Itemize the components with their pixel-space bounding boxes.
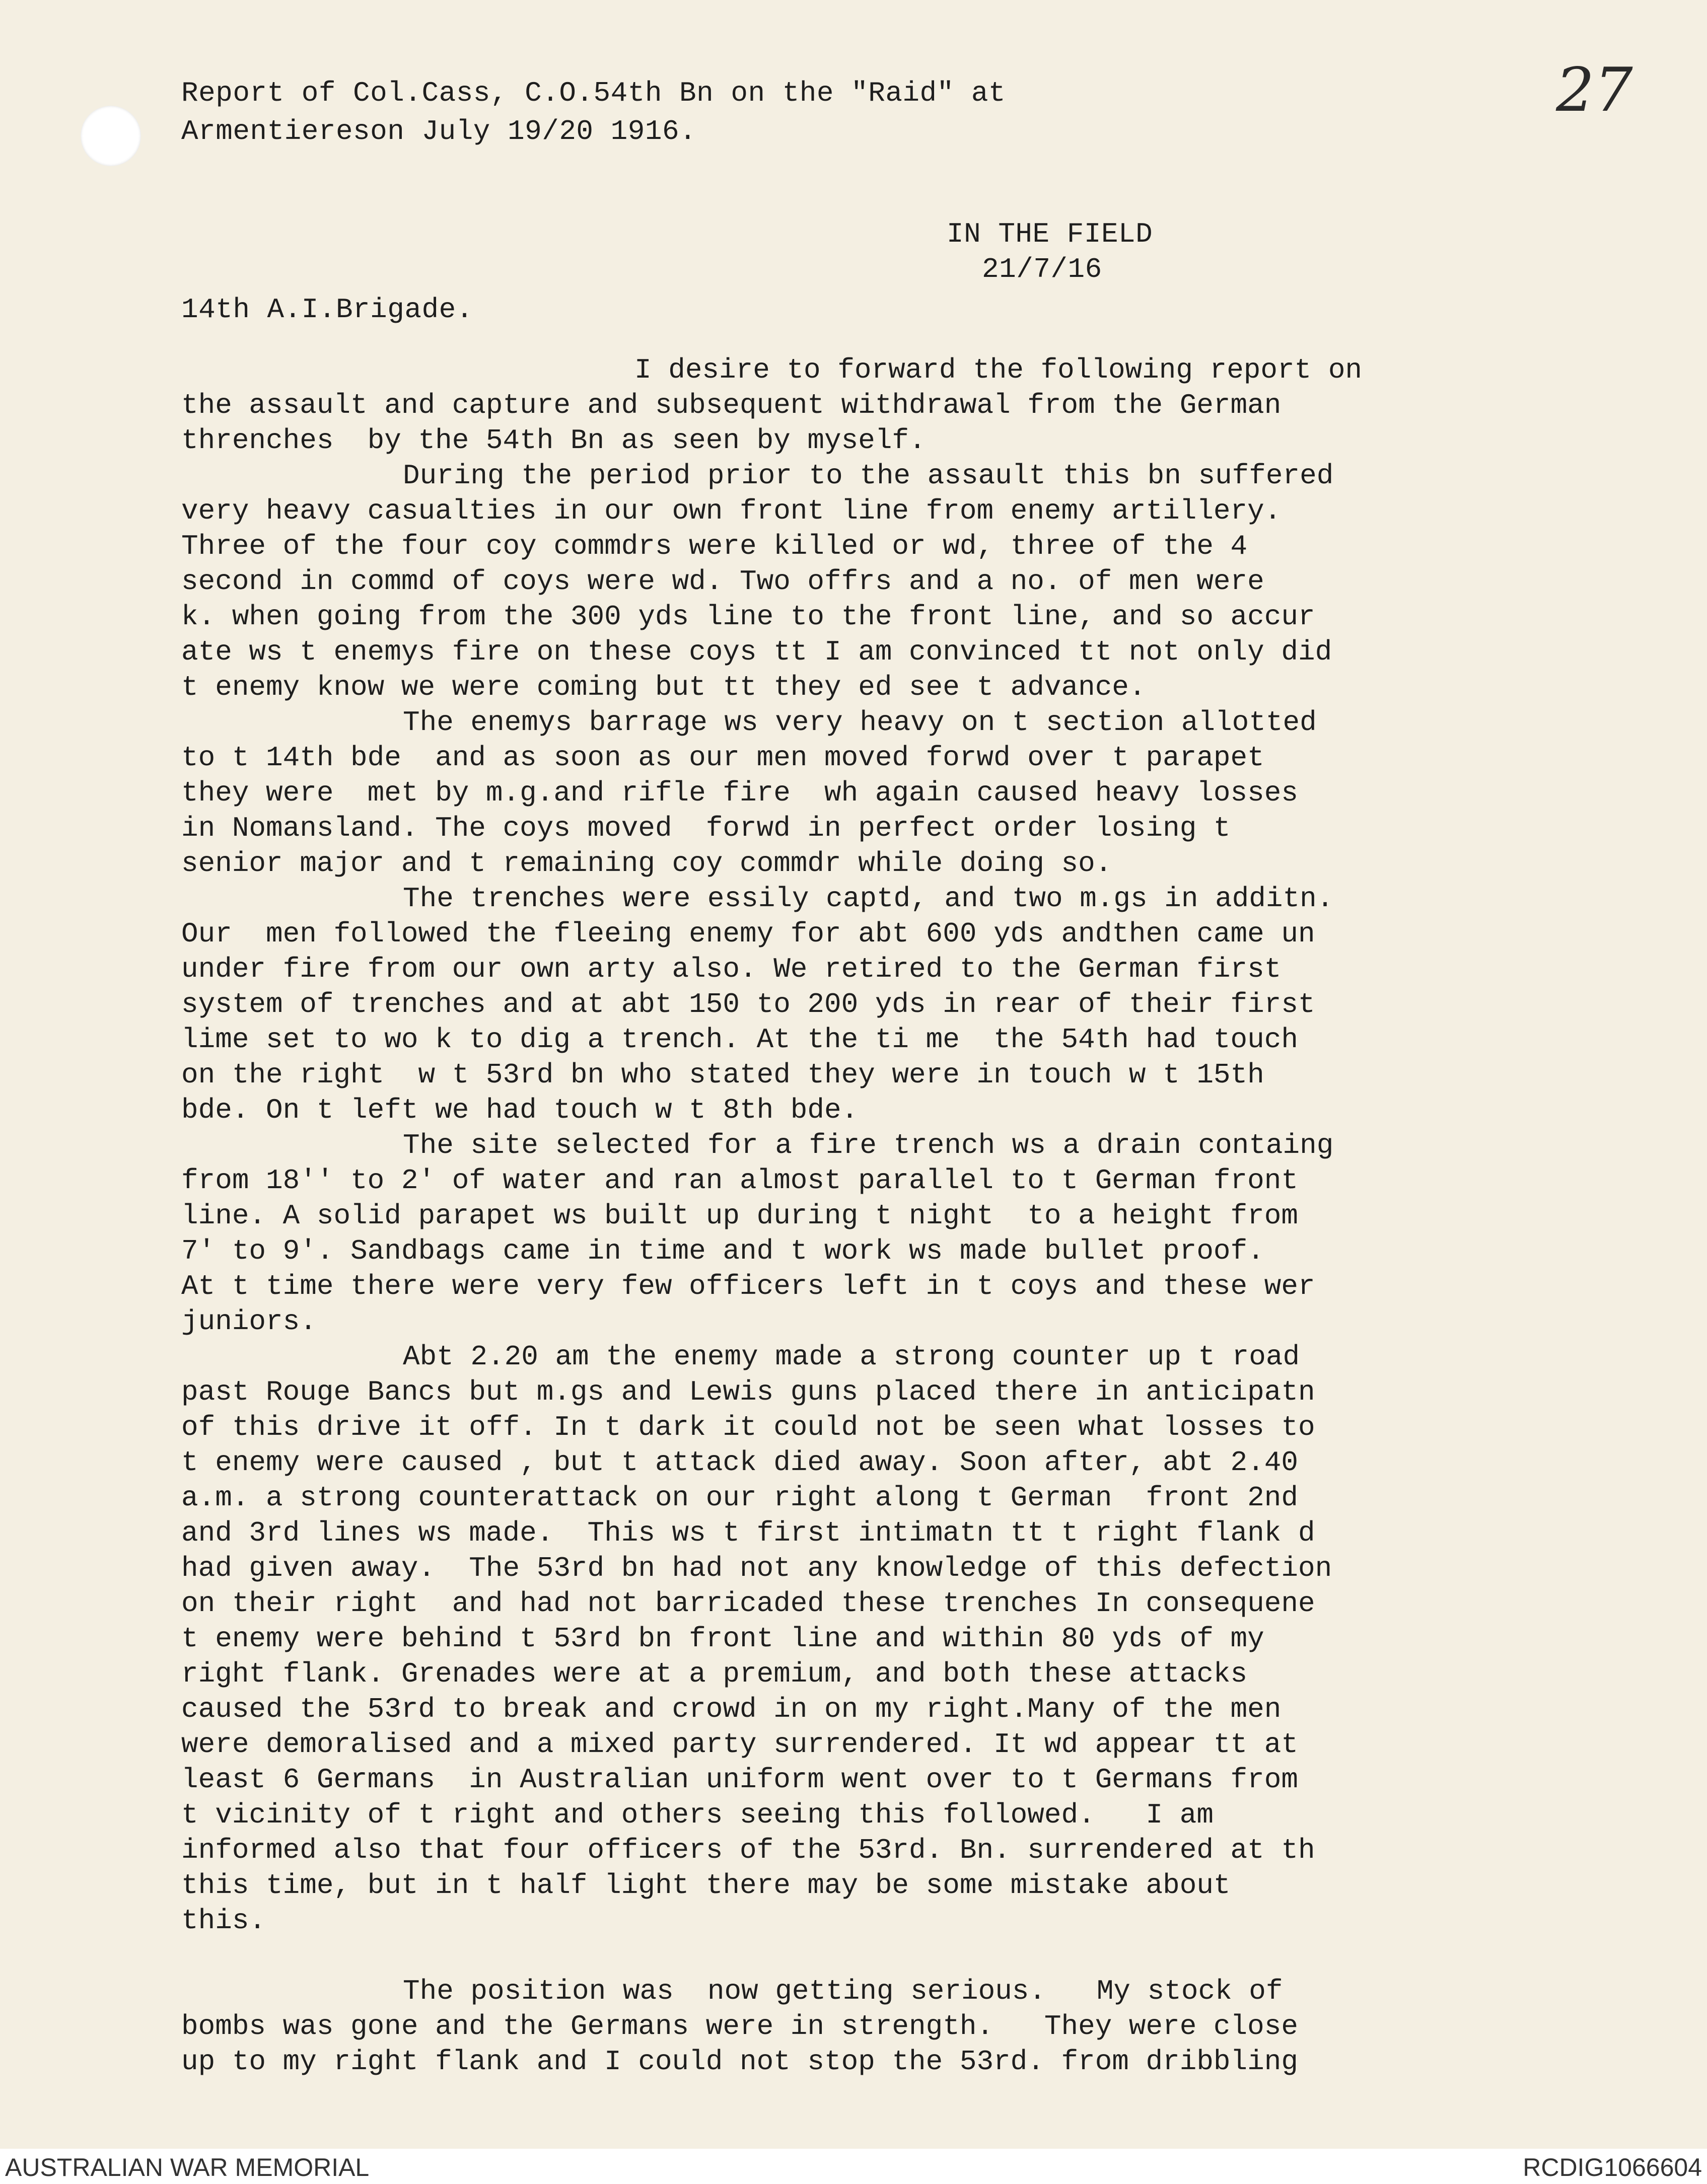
body-line: threnches by the 54th Bn as seen by myself.	[181, 424, 926, 457]
body-line: they were met by m.g.and rifle fire wh again caused heavy losses	[181, 777, 1298, 809]
body-line: juniors.	[181, 1305, 317, 1338]
body-line: Abt 2.20 am the enemy made a strong counter up t road	[403, 1341, 1300, 1373]
body-line: and 3rd lines ws made. This ws t first intimatn tt t right flank d	[181, 1517, 1315, 1549]
body-line: in Nomansland. The coys moved forwd in perfect order losing t	[181, 812, 1231, 844]
body-line: least 6 Germans in Australian uniform went over to t Germans from	[181, 1764, 1298, 1796]
body-line: to t 14th bde and as soon as our men moved forwd over t parapet	[181, 742, 1264, 774]
body-line: second in commd of coys were wd. Two offrs and a no. of men were	[181, 565, 1264, 598]
body-line: t vicinity of t right and others seeing this followed. I am	[181, 1799, 1214, 1831]
body-line: bde. On t left we had touch w t 8th bde.	[181, 1094, 859, 1126]
body-line: right flank. Grenades were at a premium, and both these attacks	[181, 1658, 1248, 1690]
body-line: very heavy casualties in our own front line from enemy artillery.	[181, 495, 1282, 527]
body-line: caused the 53rd to break and crowd in on my right.Many of the men	[181, 1693, 1282, 1725]
body-line: senior major and t remaining coy commdr while doing so.	[181, 847, 1112, 880]
body-line: Our men followed the fleeing enemy for abt 600 yds andthen came un	[181, 918, 1315, 950]
body-line: this.	[181, 1905, 266, 1937]
salutation: 14th A.I.Brigade.	[181, 294, 473, 326]
body-line: were demoralised and a mixed party surrendered. It wd appear tt at	[181, 1728, 1298, 1761]
blank-line	[181, 1938, 1362, 1974]
body-line: bombs was gone and the Germans were in strength. They were close	[181, 2010, 1298, 2043]
body-line: The position was now getting serious. My stock of	[403, 1975, 1283, 2007]
body-line: t enemy were caused , but t attack died away. Soon after, abt 2.40	[181, 1446, 1298, 1479]
body-line: a.m. a strong counterattack on our right along t German front 2nd	[181, 1482, 1298, 1514]
date-line: 21/7/16	[982, 253, 1102, 285]
body-line: I desire to forward the following report on	[634, 354, 1363, 386]
body-line: t enemy know we were coming but tt they ed see t advance.	[181, 671, 1146, 703]
body-line: line. A solid parapet ws built up during t night to a height from	[181, 1200, 1298, 1232]
report-title-line-2: Armentiereson July 19/20 1916.	[181, 115, 697, 148]
report-body	[181, 352, 1362, 2079]
body-line: lime set to wo k to dig a trench. At the ti me the 54th had touch	[181, 1024, 1298, 1056]
body-line: informed also that four officers of the 53rd. Bn. surrendered at th	[181, 1834, 1315, 1866]
body-line: The enemys barrage ws very heavy on t section allotted	[403, 706, 1317, 739]
body-line: under fire from our own arty also. We retired to the German first	[181, 953, 1282, 985]
body-line: of this drive it off. In t dark it could not be seen what losses to	[181, 1411, 1315, 1443]
punch-hole	[81, 106, 141, 166]
body-line: At t time there were very few officers left in t coys and these wer	[181, 1270, 1315, 1302]
body-line: t enemy were behind t 53rd bn front line and within 80 yds of my	[181, 1623, 1264, 1655]
body-line: system of trenches and at abt 150 to 200 yds in rear of their first	[181, 988, 1315, 1021]
body-line: Three of the four coy commdrs were killed or wd, three of the 4	[181, 530, 1248, 562]
body-line: up to my right flank and I could not stop the 53rd. from dribbling	[181, 2046, 1298, 2078]
archive-id: RCDIG1066604	[1523, 2153, 1702, 2181]
body-line: on their right and had not barricaded these trenches In consequene	[181, 1587, 1315, 1620]
body-line: the assault and capture and subsequent withdrawal from the German	[181, 389, 1282, 421]
body-line: ate ws t enemys fire on these coys tt I am convinced tt not only did	[181, 636, 1332, 668]
body-line: had given away. The 53rd bn had not any knowledge of this defection	[181, 1552, 1332, 1584]
page-number: 27	[1556, 55, 1633, 125]
body-line: k. when going from the 300 yds line to the front line, and so accur	[181, 601, 1315, 633]
report-title-line-1: Report of Col.Cass, C.O.54th Bn on the "Raid" at	[181, 77, 1006, 109]
body-line: this time, but in t half light there may be some mistake about	[181, 1869, 1231, 1902]
body-line: on the right w t 53rd bn who stated they were in touch w t 15th	[181, 1059, 1264, 1091]
body-line: from 18'' to 2' of water and ran almost parallel to t German front	[181, 1164, 1298, 1197]
body-line: 7' to 9'. Sandbags came in time and t work ws made bullet proof.	[181, 1235, 1264, 1267]
body-line: During the period prior to the assault this bn suffered	[403, 460, 1334, 492]
place-line: IN THE FIELD	[947, 218, 1153, 250]
archive-credit: AUSTRALIAN WAR MEMORIAL	[5, 2153, 370, 2181]
body-line: The site selected for a fire trench ws a drain containg	[403, 1129, 1334, 1161]
body-line: past Rouge Bancs but m.gs and Lewis guns placed there in anticipatn	[181, 1376, 1315, 1408]
body-line: The trenches were essily captd, and two m.gs in additn.	[403, 883, 1334, 915]
